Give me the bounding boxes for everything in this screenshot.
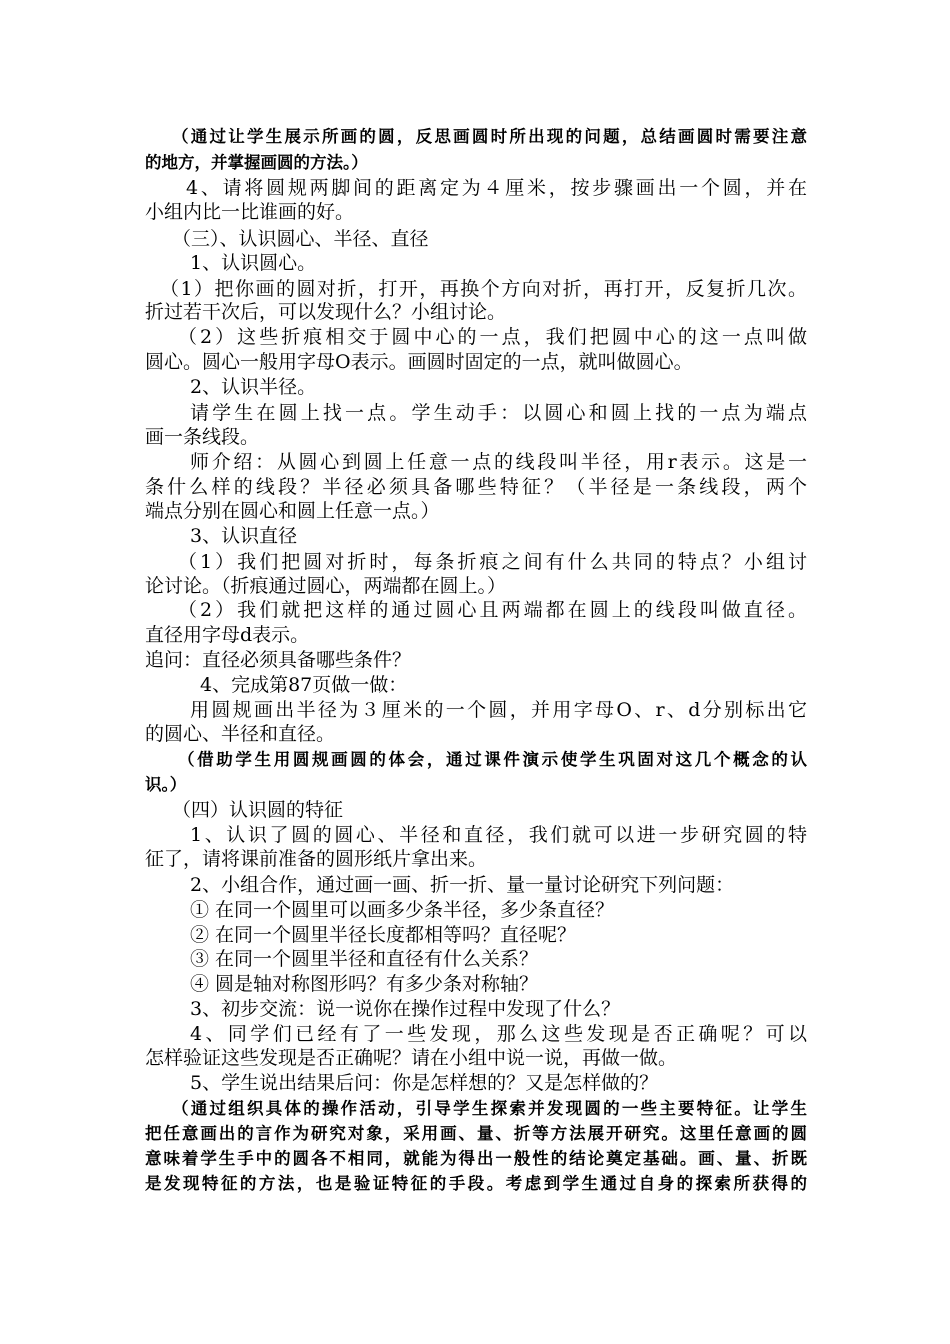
annotation-line: （借助学生用圆规画圆的体会，通过课件演示使学生巩固对这几个概念的认: [178, 750, 807, 769]
section-heading: （四）认识圆的特征: [172, 799, 344, 821]
annotation-line: 识。）: [145, 775, 187, 794]
subsection-heading: 1、认识圆心。: [190, 252, 317, 274]
annotation-line: 是发现特征的方法，也是验证特征的手段。考虑到学生通过自身的探索所获得的: [145, 1174, 807, 1193]
text-line: （1）把你画的圆对折，打开，再换个方向对折，再打开，反复折几次。: [160, 278, 807, 300]
text-line: 折过若干次后，可以发现什么？小组讨论。: [145, 301, 507, 323]
section-heading: （三）、认识圆心、半径、直径: [172, 228, 429, 250]
subsection-heading: 3、认识直径: [190, 525, 298, 547]
question-item: ④ 圆是轴对称图形吗？有多少条对称轴？: [190, 973, 539, 995]
text-line: （2）我们就把这样的通过圆心且两端都在圆上的线段叫做直径。: [178, 599, 807, 621]
subsection-heading: 2、认识半径。: [190, 376, 317, 398]
annotation-line: （通过组织具体的操作活动，引导学生探索并发现圆的一些主要特征。让学生: [172, 1099, 807, 1118]
text-line: （1）我们把圆对折时，每条折痕之间有什么共同的特点？小组讨: [178, 551, 807, 573]
question-item: ③ 在同一个圆里半径和直径有什么关系？: [190, 948, 539, 970]
text-line: 小组内比一比谁画的好。: [145, 201, 355, 223]
text-line: 征了，请将课前准备的圆形纸片拿出来。: [145, 848, 488, 870]
text-line: 怎样验证这些发现是否正确呢？请在小组中说一说，再做一做。: [145, 1047, 678, 1069]
text-line: 论讨论。（折痕通过圆心，两端都在圆上。）: [145, 575, 507, 597]
text-line: 4、同学们已经有了一些发现，那么这些发现是否正确呢？可以: [190, 1023, 807, 1045]
text-line: 2、小组合作，通过画一画、折一折、量一量讨论研究下列问题：: [190, 874, 735, 896]
text-line: （2）这些折痕相交于圆中心的一点，我们把圆中心的这一点叫做: [178, 326, 807, 348]
text-line: 条什么样的线段？半径必须具备哪些特征？（半径是一条线段，两个: [145, 476, 807, 498]
text-line: 追问：直径必须具备哪些条件？: [145, 649, 412, 671]
text-line: 师介绍：从圆心到圆上任意一点的线段叫半径，用r表示。这是一: [190, 451, 807, 473]
text-line: 4、请将圆规两脚间的距离定为４厘米，按步骤画出一个圆，并在: [186, 177, 807, 199]
annotation-line: 把任意画出的言作为研究对象，采用画、量、折等方法展开研究。这里任意画的圆: [145, 1124, 807, 1143]
text-line: 直径用字母d表示。: [145, 624, 310, 646]
annotation-line: 的地方，并掌握画圆的方法。）: [145, 153, 368, 172]
text-line: 端点分别在圆心和圆上任意一点。）: [145, 500, 440, 522]
question-item: ② 在同一个圆里半径长度都相等吗？直径呢？: [190, 924, 577, 946]
annotation-line: 意味着学生手中的圆各不相同，就能为得出一般性的结论奠定基础。画、量、折既: [145, 1149, 807, 1168]
question-item: ① 在同一个圆里可以画多少条半径，多少条直径？: [190, 899, 615, 921]
annotation-line: （通过让学生展示所画的圆，反思画圆时所出现的问题，总结画圆时需要注意: [172, 127, 807, 146]
text-line: 3、初步交流：说一说你在操作过程中发现了什么？: [190, 998, 621, 1020]
text-line: 用圆规画出半径为３厘米的一个圆，并用字母O、r、d分别标出它: [190, 699, 807, 721]
text-line: 5、学生说出结果后问：你是怎样想的？又是怎样做的？: [190, 1072, 659, 1094]
text-line: 圆心。圆心一般用字母O表示。画圆时固定的一点，就叫做圆心。: [145, 351, 693, 373]
subsection-heading: 4、完成第87页做一做：: [200, 674, 408, 696]
text-line: 画一条线段。: [145, 426, 260, 448]
text-line: 1、认识了圆的圆心、半径和直径，我们就可以进一步研究圆的特: [190, 824, 807, 846]
text-line: 请学生在圆上找一点。学生动手：以圆心和圆上找的一点为端点: [190, 402, 807, 424]
text-line: 的圆心、半径和直径。: [145, 723, 336, 745]
